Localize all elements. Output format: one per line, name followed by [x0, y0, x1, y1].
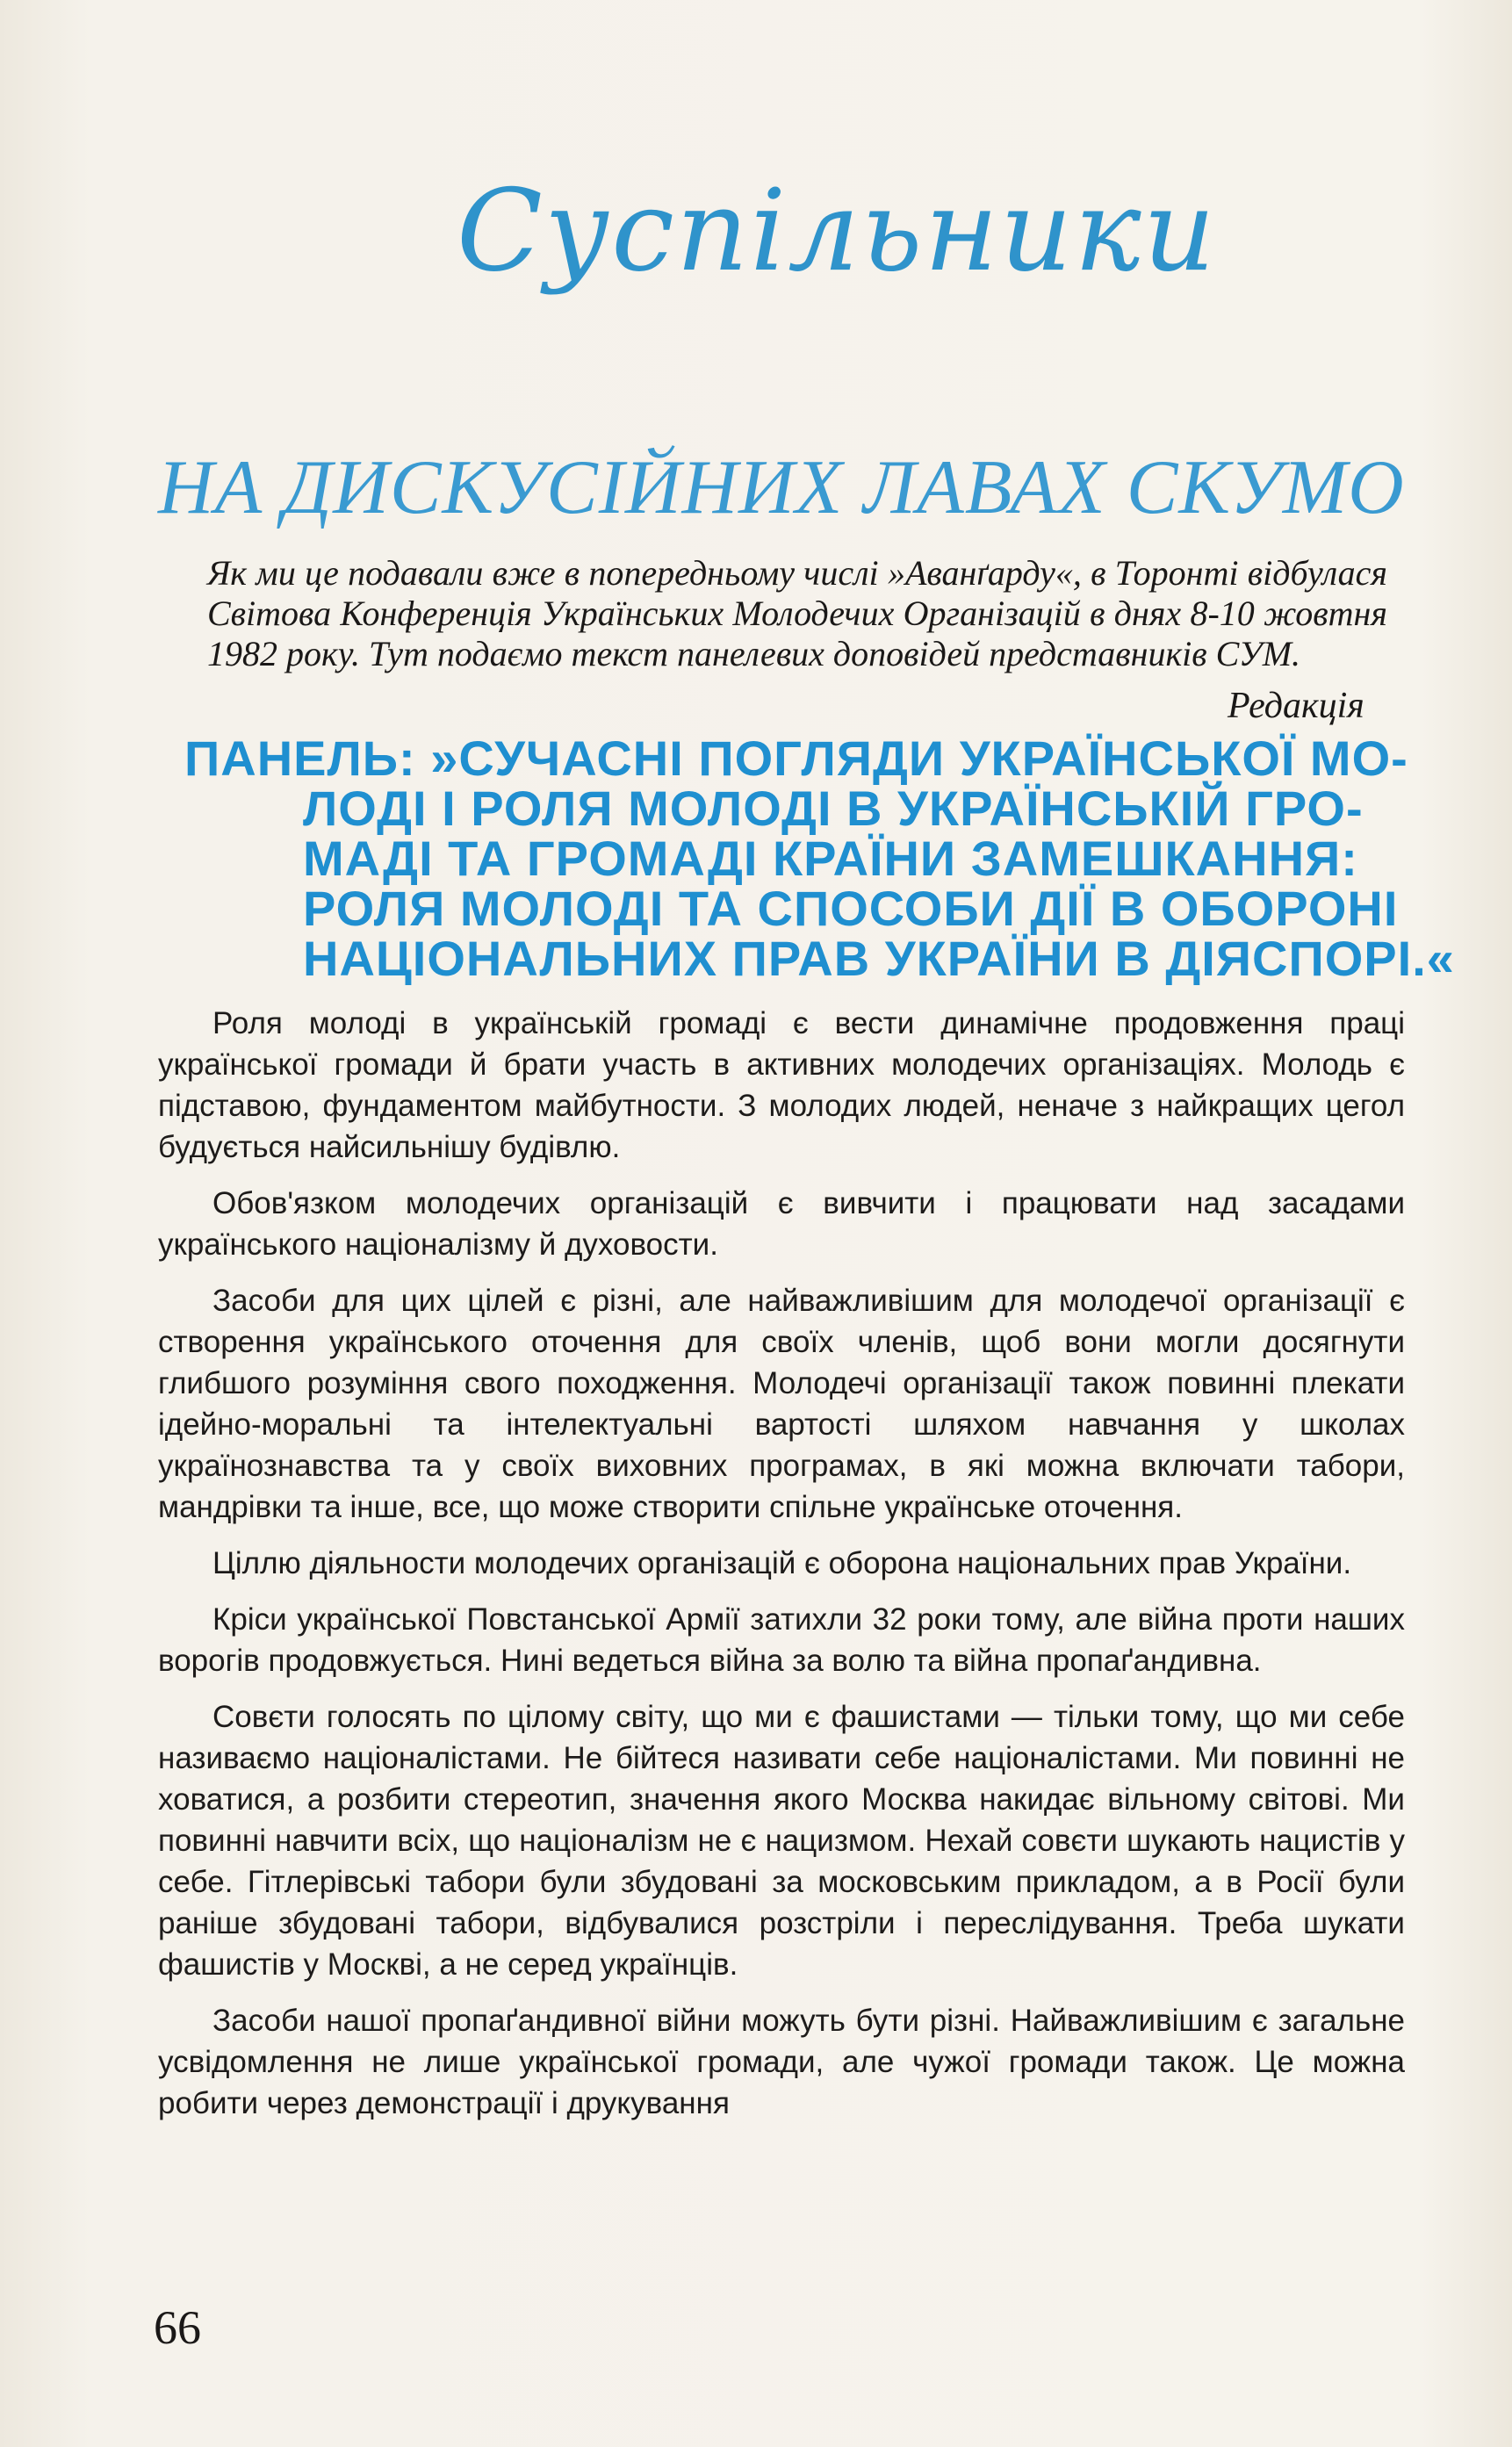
body-paragraph: Роля молоді в українській громаді є вести динамічне продовження праці української громади й брати участь в активних молодечих організаціях. Молодь є підставою, фундаментом майбутности. З молодих людей, неначе з найкращих цегол будується найсильнішу будівлю.	[158, 1006, 1405, 1164]
page-number: 66	[154, 2301, 201, 2354]
panel-title-line: РОЛЯ МОЛОДІ ТА СПОСОБИ ДІЇ В ОБОРОНІ	[303, 881, 1399, 936]
editorial-intro: Як ми це подавали вже в попередньому числі »Аванґарду«, в Торонті відбулася Світова Конференція Українських Молодечих Організацій в днях 8-10 жовтня 1982 року. Тут подаємо текст панелевих доповідей представників СУМ.	[207, 553, 1387, 673]
panel-title-line: МАДІ ТА ГРОМАДІ КРАЇНИ ЗАМЕШКАННЯ:	[303, 831, 1358, 886]
article-headline: НА ДИСКУСІЙНИХ ЛАВАХ СКУМО	[158, 445, 1405, 530]
editorial-signature: Редакція	[1228, 686, 1364, 726]
section-title: Суспільники	[457, 166, 1218, 297]
panel-title-line: НАЦІОНАЛЬНИХ ПРАВ УКРАЇНИ В ДІЯСПОРІ.«	[303, 931, 1455, 986]
body-paragraph: Совєти голосять по цілому світу, що ми є фашистами — тільки тому, що ми себе називаємо націоналістами. Не бійтеся називати себе націоналістами. Ми повинні не ховатися, а розбити стереотип, значення якого Москва накидає вільному світові. Ми повинні навчити всіх, що націоналізм не є нацизмом. Нехай совєти шукають нацистів у себе. Гітлерівські табори були збудовані за московським прикладом, а в Росії були раніше збудовані табори, відбувалися розстріли і переслідування. Треба шукати фашистів у Москві, а не серед українців.	[158, 1700, 1405, 1982]
body-paragraph: Засоби для цих цілей є різні, але найважливішим для молодечої організації є створення українського оточення для своїх членів, щоб вони могли досягнути глибшого розуміння свого походження. Молодечі організації також повинні плекати ідейно-моральні та інтелектуальні вартості шляхом навчання у школах українознавства та у своїх виховних програмах, в які можна включати табори, мандрівки та інше, все, що може створити спільне українське оточення.	[158, 1284, 1405, 1524]
body-paragraph: Обов'язком молодечих організацій є вивчити і працювати над засадами українського націоналізму й духовости.	[158, 1186, 1405, 1262]
body-paragraph: Кріси української Повстанської Армії затихли 32 роки тому, але війна проти наших ворогів продовжується. Нині ведеться війна за волю та війна пропаґандивна.	[158, 1602, 1405, 1678]
article-body	[158, 1003, 1405, 2139]
body-paragraph: Засоби нашої пропаґандивної війни можуть бути різні. Найважливішим є загальне усвідомлення не лише української громади, але чужої громади також. Це можна робити через демонстрації і друкування	[158, 2004, 1405, 2120]
panel-title-line: ЛОДІ І РОЛЯ МОЛОДІ В УКРАЇНСЬКІЙ ГРО-	[303, 781, 1364, 836]
body-paragraph: Ціллю діяльности молодечих організацій є оборона національних прав України.	[212, 1546, 1352, 1580]
panel-title-line: ПАНЕЛЬ: »СУЧАСНІ ПОГЛЯДИ УКРАЇНСЬКОЇ МО-	[184, 731, 1408, 786]
panel-title	[184, 731, 1455, 986]
